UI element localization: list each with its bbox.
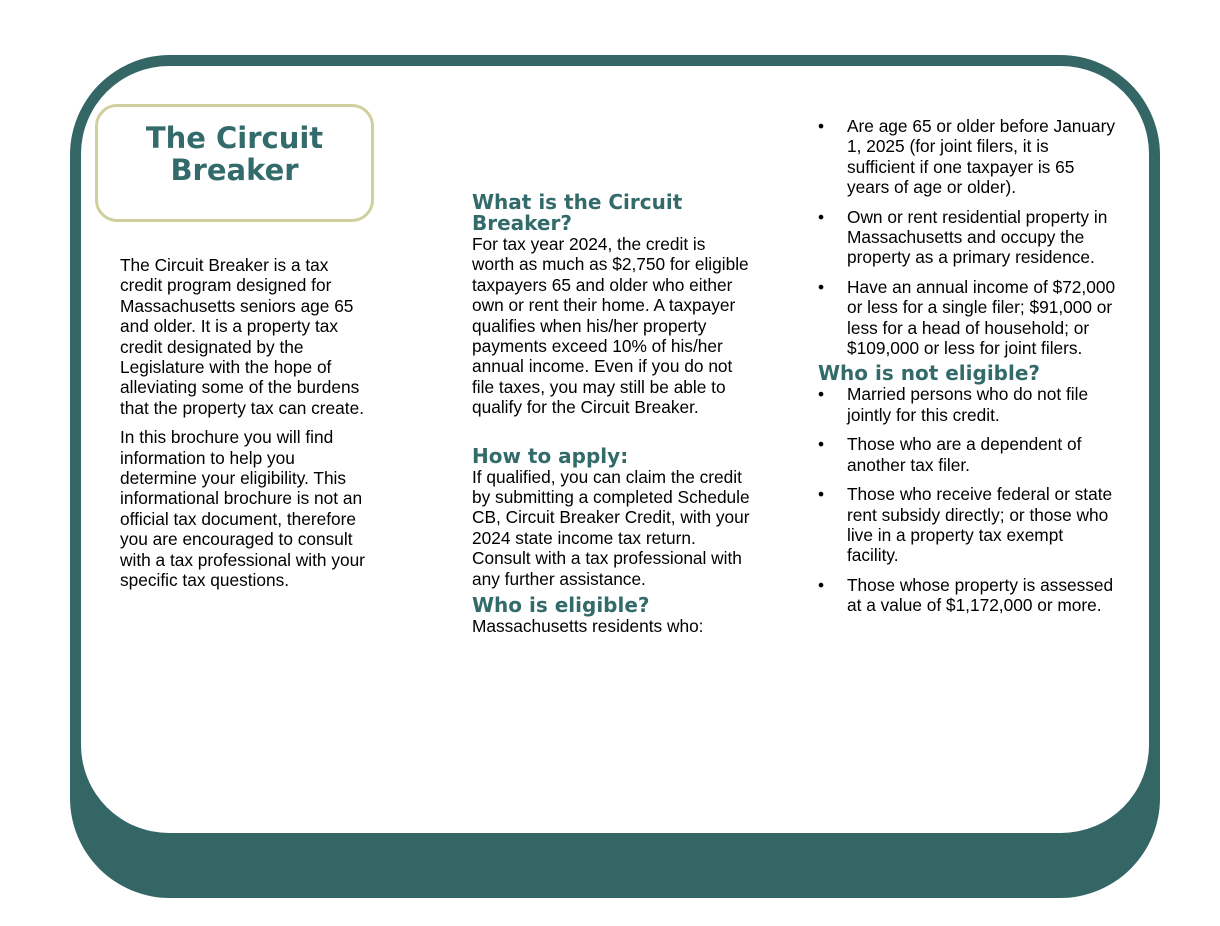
who-eligible-heading: Who is eligible? (472, 593, 650, 618)
not-eligible-list (818, 384, 1118, 615)
eligible-item-text: Are age 65 or older before January 1, 2025 (for joint filers, it is sufficient if one taxpayer is 65 years of age or older). (847, 116, 1116, 198)
bullet-icon: • (818, 384, 825, 405)
bullet-icon: • (818, 206, 825, 227)
brochure-title: The Circuit Breaker (145, 121, 324, 187)
bullet-icon: • (818, 574, 825, 595)
not-eligible-item-text: Those who are a dependent of another tax filer. (847, 434, 1082, 475)
intro-paragraph: In this brochure you will find information to help you determine your eligibility. This informational brochure is not an official tax document, therefore you are encouraged to consult with a tax professional with your specific tax questions. (120, 427, 365, 591)
not-eligible-item-text: Those whose property is assessed at a value of $1,172,000 or more. (847, 574, 1114, 616)
bullet-icon: • (818, 276, 825, 297)
eligible-list (818, 116, 1118, 358)
not-eligible-item (818, 384, 1118, 425)
not-eligible-item (818, 484, 1118, 566)
not-eligible-item-text: Married persons who do not file jointly for this credit. (847, 384, 1089, 425)
eligible-item (818, 116, 1118, 198)
who-eligible-intro: Massachusetts residents who: (472, 616, 704, 637)
how-to-apply-heading: How to apply: (472, 443, 629, 468)
eligible-item-text: Have an annual income of $72,000 or less for a single filer; $91,000 or less for a head of household; or $109,000 or less for joint filers. (847, 276, 1116, 359)
bullet-icon: • (818, 116, 825, 136)
what-is-body: For tax year 2024, the credit is worth as much as $2,750 for eligible taxpayers 65 and older who either own or rent their home. A taxpayer qualifies when his/her property payments exceed 10% of his/her annual income. Even if you do not file taxes, you may still be able to qualify for the Circuit Breaker. (472, 234, 749, 418)
right-column (818, 116, 1118, 625)
intro-column (120, 255, 365, 591)
intro-paragraph: The Circuit Breaker is a tax credit program designed for Massachusetts seniors age 65 and older. It is a property tax credit designated by the Legislature with the hope of alleviating some of the burdens that the property tax can create. (120, 255, 364, 418)
bullet-icon: • (818, 434, 825, 455)
not-eligible-item (818, 575, 1118, 616)
title-box (95, 104, 374, 222)
who-not-eligible-heading: Who is not eligible? (818, 361, 1041, 386)
not-eligible-item-text: Those who receive federal or state rent subsidy directly; or those who live in a property tax exempt facility. (847, 484, 1113, 566)
eligible-item (818, 207, 1118, 268)
eligible-item (818, 277, 1118, 359)
eligible-item-text: Own or rent residential property in Massachusetts and occupy the property as a primary residence. (847, 206, 1108, 268)
bullet-icon: • (818, 484, 825, 505)
not-eligible-item (818, 434, 1118, 475)
middle-column (472, 192, 750, 637)
how-to-apply-body: If qualified, you can claim the credit by submitting a completed Schedule CB, Circuit Breaker Credit, with your 2024 state income tax return. Consult with a tax professional with any further assistance. (472, 466, 750, 589)
what-is-heading: What is the Circuit Breaker? (472, 190, 683, 235)
